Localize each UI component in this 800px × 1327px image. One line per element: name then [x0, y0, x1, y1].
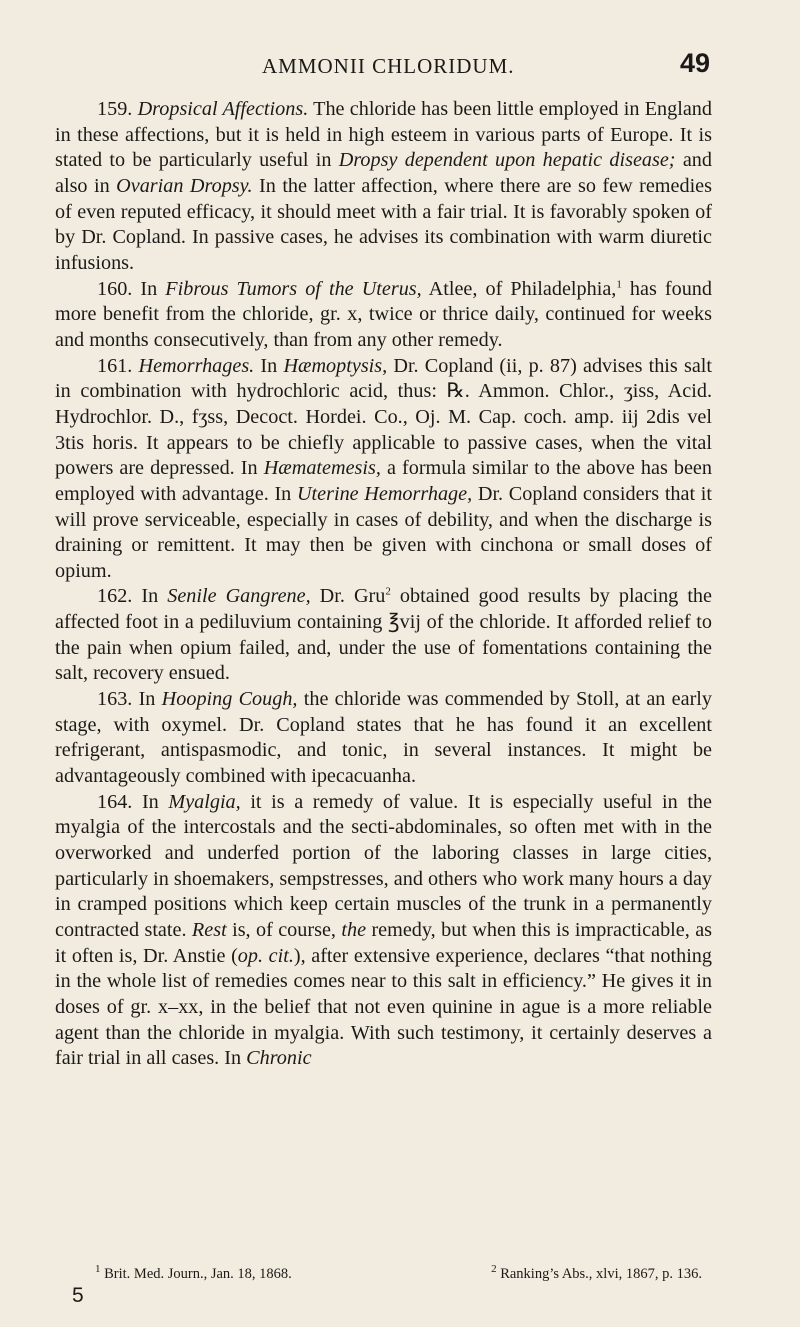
- text-run: remedy, but when this is impracticable, as it often is, Dr. Anstie (: [55, 919, 713, 967]
- footnote-ref: 1: [616, 277, 622, 290]
- signature-mark: 5: [72, 1284, 84, 1307]
- footnote-1-mark: 1: [95, 1263, 101, 1276]
- paragraph: [55, 97, 712, 277]
- italic-text: Hooping Cough,: [161, 688, 298, 711]
- italic-text: Senile Gangrene,: [167, 585, 311, 608]
- italic-text: Fibrous Tumors of the Uterus,: [165, 277, 422, 300]
- text-run: obtained good results by placing the affected foot in a pediluvium containing ℥vij of the chloride. It afforded relief to the pain when opium failed, and, under the use of fomentations containing the salt, recovery ensued.: [55, 585, 712, 685]
- text-run: and also in: [55, 149, 712, 197]
- text-run: the chloride was commended by Stoll, at an early stage, with oxymel. Dr. Copland states that he has found it an excellent refrigerant, antispasmodic, and tonic, in several instances. It might be advantageously combined with ipecacuanha.: [55, 688, 713, 788]
- italic-text: Ovarian Dropsy.: [116, 174, 253, 197]
- text-run: Atlee, of Philadelphia,: [421, 277, 617, 300]
- text-run: 163. In: [97, 688, 162, 711]
- text-run: 160. In: [97, 277, 166, 300]
- italic-text: Rest: [191, 919, 227, 941]
- text-run: Dr. Copland (ii, p. 87) advises this salt in combination with hydrochloric acid, thus: ℞. Ammon. Chlor., ʒiss, Acid. Hydrochlor. D., fʒss, Decoct. Hordei. Co., Oj. M. Cap. coch. amp. iij 2dis vel 3tis horis. It appears to be chiefly applicable to passive cases, when the vital powers are depressed. In: [55, 354, 712, 480]
- footnote-1-text: Brit. Med. Journ., Jan. 18, 1868.: [100, 1266, 292, 1282]
- footnote-2-text: Ranking’s Abs., xlvi, 1867, p. 136.: [496, 1266, 702, 1282]
- footnote-2-mark: 2: [491, 1263, 497, 1276]
- italic-text: Uterine Hemorrhage,: [296, 482, 473, 505]
- paragraph: [55, 790, 712, 1072]
- text-run: it is a remedy of value. It is especially useful in the myalgia of the intercostals and the secti-abdominales, so often met with in the overworked and underfed portion of the laboring classes in large cities, particularly in shoemakers, sempstresses, and others who work many hours a day in cramped positions which keep certain muscles of the trunk in a permanently contracted state.: [55, 790, 712, 941]
- text-run: 164. In: [97, 790, 169, 813]
- italic-text: Dropsical Affections.: [137, 98, 309, 120]
- italic-text: Hemorrhages.: [138, 354, 255, 377]
- italic-text: the: [341, 919, 367, 941]
- text-run: 159.: [97, 98, 138, 120]
- footnote-ref: 2: [385, 585, 391, 598]
- text-run: is, of course,: [226, 919, 342, 941]
- text-run: The chloride has been little employed in England in these affections, but it is held in high esteem in various parts of Europe. It is stated to be particularly useful in: [55, 98, 712, 172]
- italic-text: Chronic: [246, 1047, 312, 1070]
- paragraph: [55, 277, 712, 354]
- footnotes: [55, 1263, 712, 1283]
- text-run: In the latter affection, where there are so few remedies of even reputed efficacy, it should meet with a fair trial. It is favorably spoken of by Dr. Copland. In passive cases, he advises its combination with warm diuretic infusions.: [55, 174, 712, 274]
- italic-text: Hæmatemesis,: [263, 457, 381, 480]
- footnote-1: [95, 1263, 292, 1283]
- italic-text: Dropsy dependent upon hepatic disease;: [338, 149, 676, 172]
- text-run: has found more benefit from the chloride, gr. x, twice or thrice daily, continued for weeks and months consecutively, than from any other remedy.: [55, 277, 712, 351]
- text-run: a formula similar to the above has been employed with advantage. In: [55, 457, 712, 505]
- text-run: Dr. Copland considers that it will prove serviceable, especially in cases of debility, and when the discharge is draining or remittent. It may then be given with cinchona or small doses of opium.: [55, 482, 713, 582]
- paragraph: [55, 354, 712, 585]
- page-header: [0, 48, 800, 82]
- text-run: 162. In: [97, 585, 168, 608]
- text-run: 161.: [97, 354, 139, 377]
- page-number: 49: [680, 48, 711, 78]
- footnote-2: [491, 1263, 702, 1283]
- text-run: Dr. Gru: [310, 585, 386, 608]
- italic-text: op. cit.: [237, 944, 294, 967]
- paragraph: [55, 687, 712, 790]
- text-run: In: [254, 354, 284, 377]
- italic-text: Hæmoptysis,: [283, 354, 388, 377]
- italic-text: Myalgia,: [168, 790, 241, 813]
- text-run: ), after extensive experience, declares “that nothing in the whole list of remedies comes near to this salt in efficiency.” He gives it in doses of gr. x–xx, in the belief that not even quinine in ague is a more reliable agent than the chloride in myalgia. With such testimony, it certainly deserves a fair trial in all cases. In: [55, 944, 712, 1070]
- paragraph: [55, 584, 712, 687]
- body-text: [55, 97, 712, 1072]
- running-head: AMMONII CHLORIDUM.: [262, 54, 515, 78]
